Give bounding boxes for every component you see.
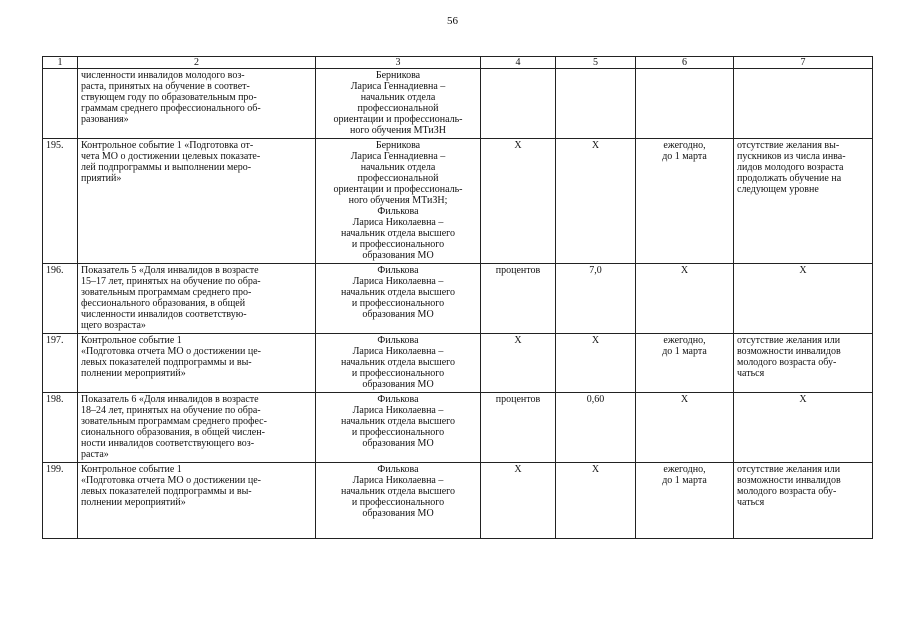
table-row [43,139,873,264]
column-header: 2 [78,57,316,69]
row-description: Показатель 6 «Доля инвалидов в возрасте 18–24 лет, принятых на обучение по обра- зовательным программам среднего профес- сионального образования, в общей числен- ности инвалидов соответствующего воз- раста» [78,393,316,463]
row-number: 196. [43,264,78,334]
row-description: численности инвалидов молодого воз- раста, принятых на обучение в соответ- ствующем году по образовательным про- граммам среднего профессионального об- разования» [78,69,316,139]
row-unit: Х [481,463,556,539]
table-row [43,393,873,463]
row-description: Показатель 5 «Доля инвалидов в возрасте 15–17 лет, принятых на обучение по обра- зовательным программам среднего про- фессионального образования, в общей численности инвалидов соответствую- щего возраста» [78,264,316,334]
row-number: 199. [43,463,78,539]
row-description: Контрольное событие 1 «Подготовка отчета МО о достижении це- левых показателей подпрограммы и вы- полнении мероприятий» [78,463,316,539]
row-responsible: Филькова Лариса Николаевна – начальник отдела высшего и профессионального образования МО [316,264,481,334]
row-value: Х [556,334,636,393]
table-row [43,264,873,334]
row-deadline [636,69,734,139]
row-responsible: Филькова Лариса Николаевна – начальник отдела высшего и профессионального образования МО [316,393,481,463]
column-header: 4 [481,57,556,69]
row-value: 0,60 [556,393,636,463]
row-value: Х [556,139,636,264]
row-deadline: ежегодно, до 1 марта [636,334,734,393]
row-risk: отсутствие желания или возможности инвалидов молодого возраста обу- чаться [734,334,873,393]
row-description: Контрольное событие 1 «Подготовка от- чета МО о достижении целевых показате- лей подпрограммы и выполнении меро- приятий» [78,139,316,264]
row-value: 7,0 [556,264,636,334]
column-header: 5 [556,57,636,69]
row-deadline: ежегодно, до 1 марта [636,463,734,539]
row-unit: процентов [481,393,556,463]
row-responsible: Берникова Лариса Геннадиевна – начальник отдела профессиональной ориентации и профессиональ- ного обучения МТиЗН [316,69,481,139]
table-row [43,463,873,539]
row-responsible: Филькова Лариса Николаевна – начальник отдела высшего и профессионального образования МО [316,463,481,539]
row-number [43,69,78,139]
column-header: 7 [734,57,873,69]
row-risk: Х [734,393,873,463]
row-responsible: Берникова Лариса Геннадиевна – начальник отдела профессиональной ориентации и профессиональ- ного обучения МТиЗН; Филькова Лариса Николаевна – начальник отдела высшего и профессионального образования МО [316,139,481,264]
table-row [43,69,873,139]
column-header: 1 [43,57,78,69]
row-deadline: ежегодно, до 1 марта [636,139,734,264]
row-unit: Х [481,334,556,393]
row-description: Контрольное событие 1 «Подготовка отчета МО о достижении це- левых показателей подпрограммы и вы- полнении мероприятий» [78,334,316,393]
row-deadline: Х [636,264,734,334]
row-number: 195. [43,139,78,264]
column-header: 6 [636,57,734,69]
row-unit: Х [481,139,556,264]
table-row [43,334,873,393]
indicators-table [42,56,873,539]
row-number: 198. [43,393,78,463]
row-risk [734,69,873,139]
row-responsible: Филькова Лариса Николаевна – начальник отдела высшего и профессионального образования МО [316,334,481,393]
row-deadline: Х [636,393,734,463]
row-risk: отсутствие желания вы- пускников из числа инва- лидов молодого возраста продолжать обучение на следующем уровне [734,139,873,264]
row-risk: Х [734,264,873,334]
row-unit: процентов [481,264,556,334]
page-number: 56 [447,15,458,27]
column-header: 3 [316,57,481,69]
column-number-row [43,57,873,69]
row-value [556,69,636,139]
row-number: 197. [43,334,78,393]
row-unit [481,69,556,139]
row-value: Х [556,463,636,539]
row-risk: отсутствие желания или возможности инвалидов молодого возраста обу- чаться [734,463,873,539]
